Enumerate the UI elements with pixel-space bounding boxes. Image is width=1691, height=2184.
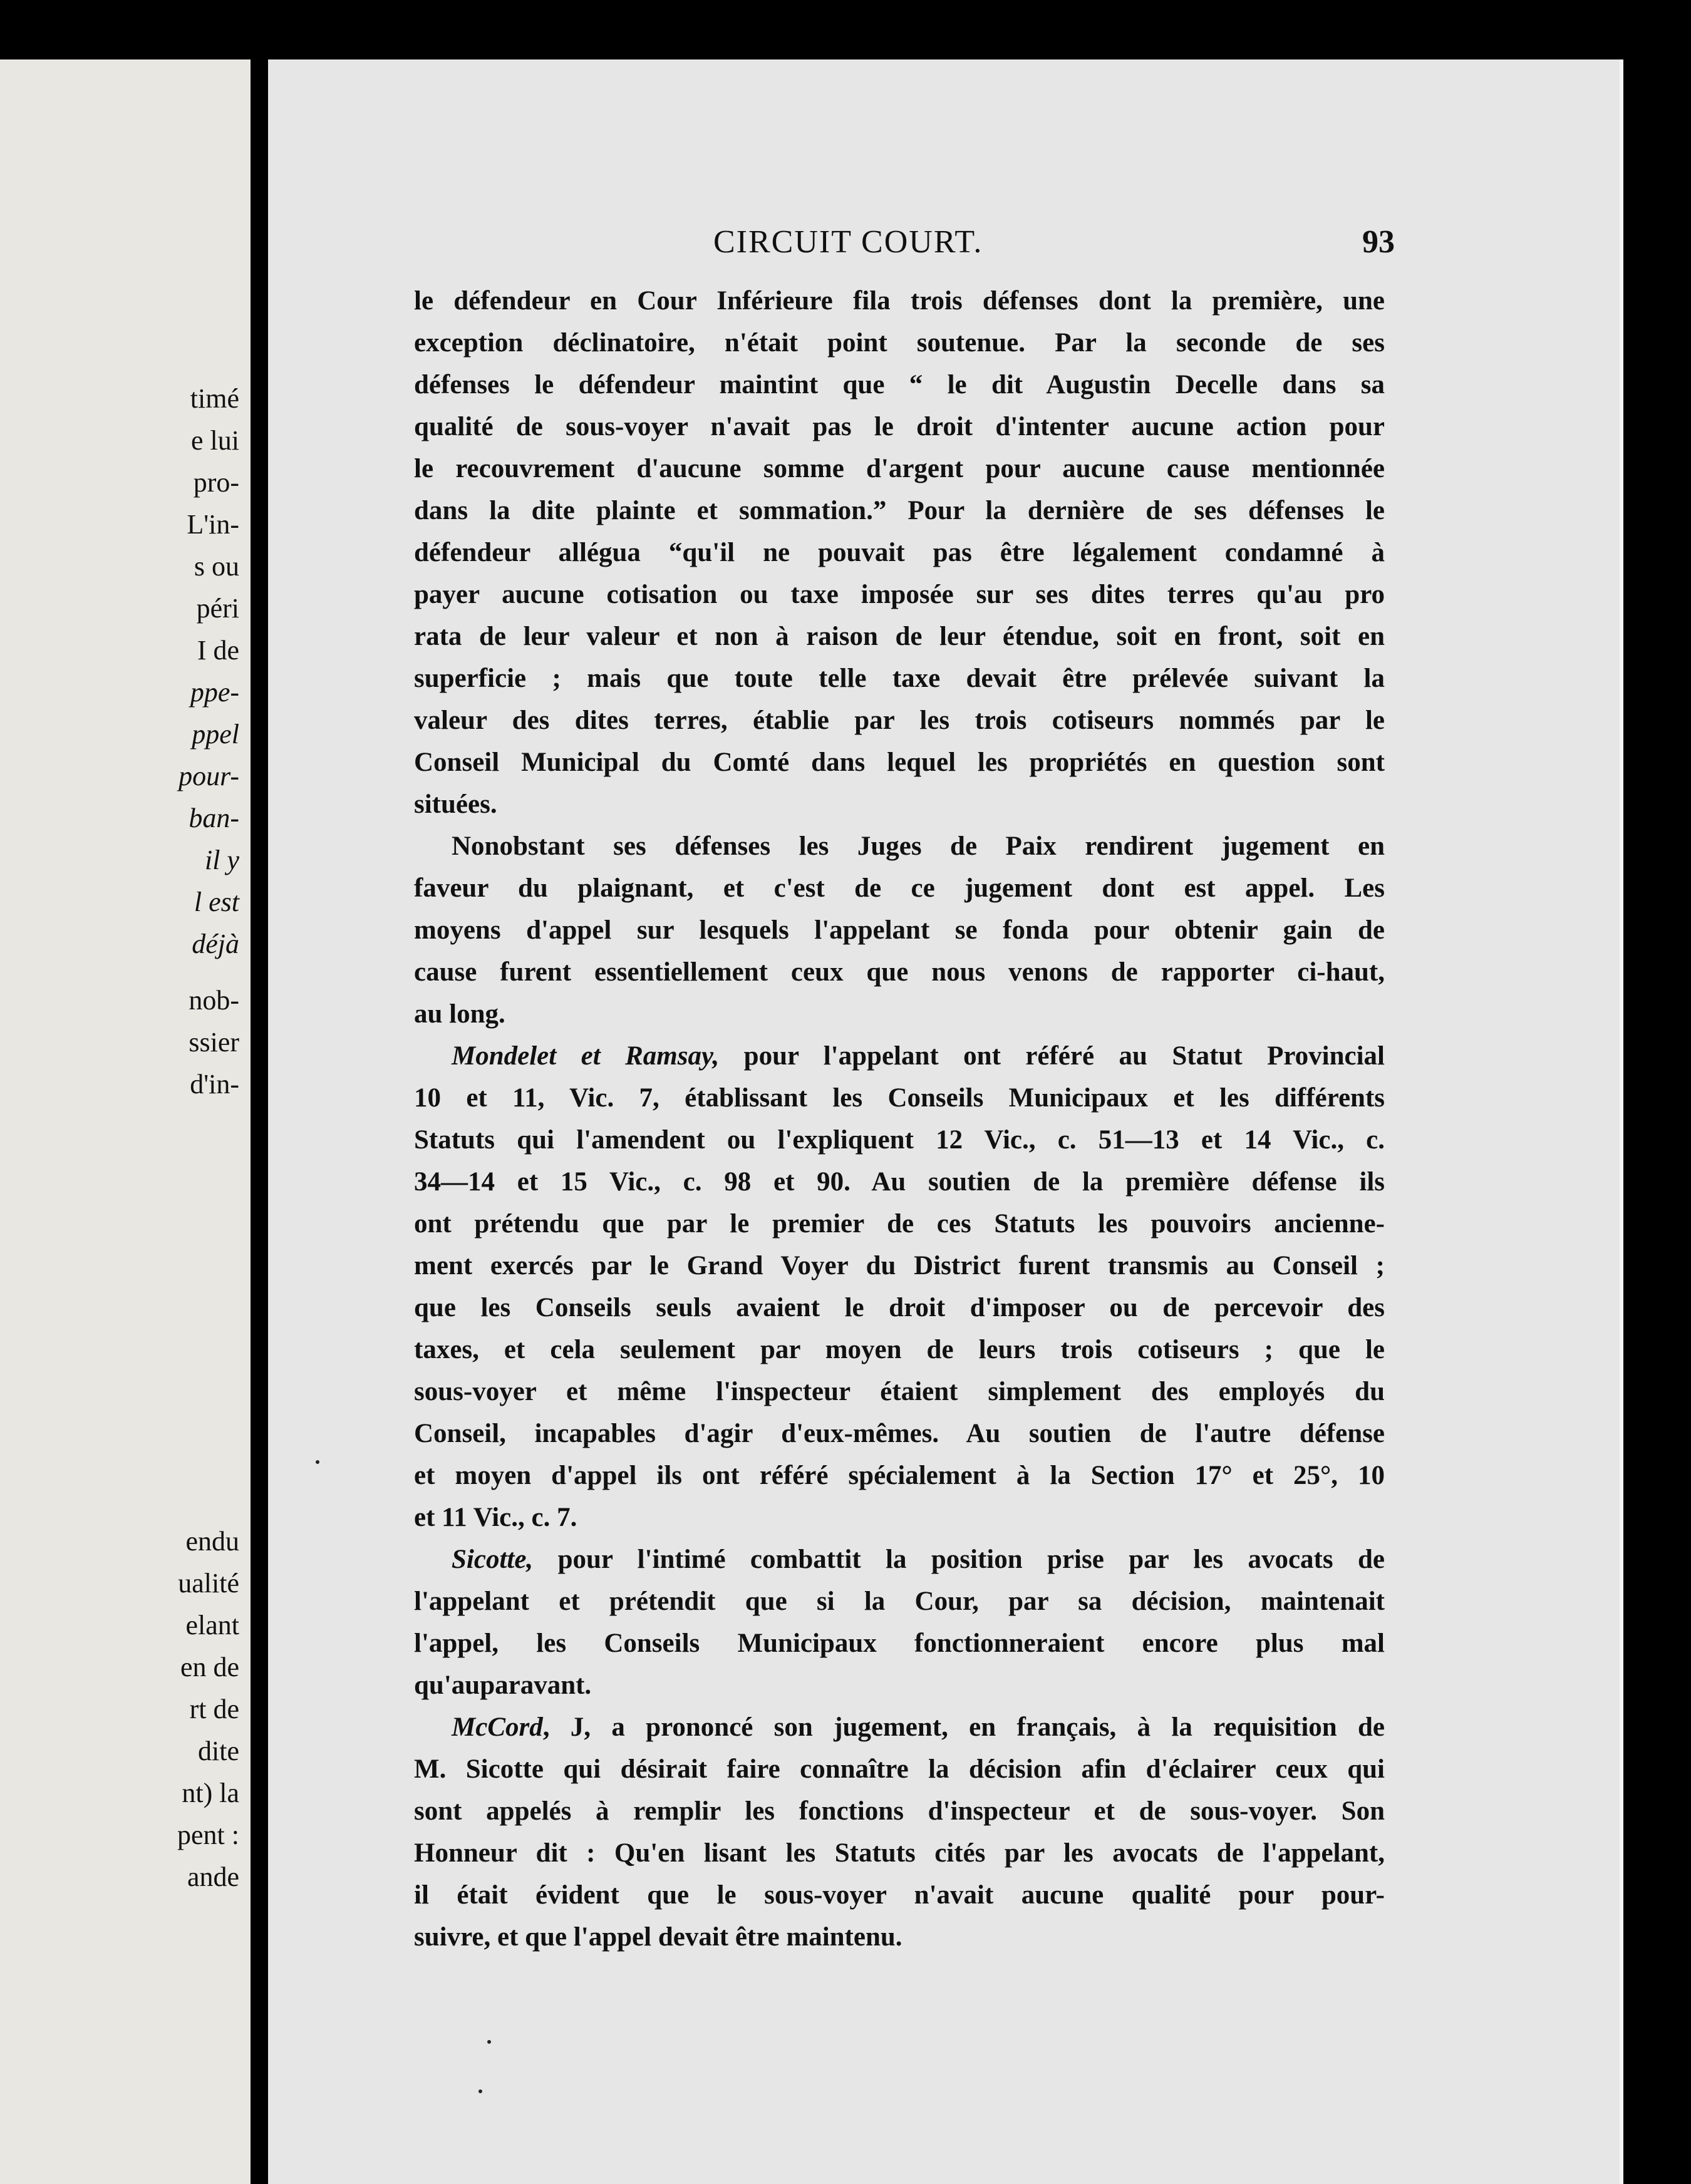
- text-line: situées.: [414, 790, 497, 819]
- text-line: Honneur dit : Qu'en lisant les Statuts cités par les avocats de l'appelant,: [414, 1838, 1385, 1868]
- text-line-with-name: [414, 1706, 1385, 1748]
- text-line: M. Sicotte qui désirait faire connaître la décision afin d'éclairer ceux qui: [414, 1754, 1385, 1784]
- text-line: le recouvrement d'aucune somme d'argent pour aucune cause mentionnée: [414, 454, 1385, 483]
- left-fragment: pro-: [193, 467, 239, 498]
- left-fragment: pour-: [178, 761, 239, 791]
- left-fragment: e lui: [191, 425, 239, 456]
- page-edge: [1620, 59, 1623, 2184]
- text-line: défendeur allégua “qu'il ne pouvait pas être légalement condamné à: [414, 538, 1385, 567]
- left-fragment: ban-: [189, 803, 239, 833]
- text-line-with-name: [414, 1035, 1385, 1077]
- text-line: et 11 Vic., c. 7.: [414, 1503, 577, 1532]
- left-fragment: ssier: [189, 1027, 239, 1058]
- text-line: que les Conseils seuls avaient le droit d'imposer ou de percevoir des: [414, 1293, 1385, 1322]
- left-fragment: elant: [185, 1610, 239, 1641]
- previous-page-fragment: [0, 59, 251, 2184]
- left-fragment: dite: [198, 1736, 239, 1766]
- text-line: Nonobstant ses défenses les Juges de Paix rendirent jugement en: [452, 832, 1385, 861]
- running-header: [268, 224, 1623, 261]
- text-line: ont prétendu que par le premier de ces Statuts les pouvoirs ancienne-: [414, 1209, 1385, 1239]
- left-fragment: rt de: [189, 1694, 239, 1724]
- judge-name: McCord: [452, 1713, 543, 1742]
- text-line: et moyen d'appel ils ont référé spécialement à la Section 17° et 25°, 10: [414, 1461, 1385, 1490]
- text-line: défenses le défendeur maintint que “ le dit Augustin Decelle dans sa: [414, 370, 1385, 399]
- left-fragment: l est: [194, 887, 239, 917]
- left-fragment: L'in-: [187, 509, 239, 540]
- text-line: l'appelant et prétendit que si la Cour, par sa décision, maintenait: [414, 1587, 1385, 1616]
- left-fragment: déjà: [192, 929, 239, 959]
- left-fragment: nt) la: [182, 1778, 239, 1808]
- left-fragment: en de: [180, 1652, 239, 1682]
- left-fragment: ppe-: [190, 677, 239, 708]
- ink-speck: [478, 2089, 482, 2093]
- left-fragment: il y: [205, 845, 239, 875]
- text-line: suivre, et que l'appel devait être maintenu.: [414, 1922, 902, 1952]
- left-fragment: d'in-: [190, 1069, 239, 1100]
- page-number: 93: [1362, 224, 1395, 260]
- left-fragment: ppel: [192, 719, 239, 749]
- text-line: Conseil, incapables d'agir d'eux-mêmes. Au soutien de l'autre défense: [414, 1419, 1385, 1448]
- text-line: payer aucune cotisation ou taxe imposée sur ses dites terres qu'au pro: [414, 580, 1385, 609]
- text-line: faveur du plaignant, et c'est de ce jugement dont est appel. Les: [414, 873, 1385, 903]
- left-fragment: péri: [196, 593, 239, 624]
- text-line: rata de leur valeur et non à raison de leur étendue, soit en front, soit en: [414, 622, 1385, 651]
- book-gutter: [251, 0, 268, 2184]
- text-line: qu'auparavant.: [414, 1671, 592, 1700]
- left-fragment: ande: [187, 1862, 239, 1892]
- text-line: sous-voyer et même l'inspecteur étaient simplement des employés du: [414, 1377, 1385, 1406]
- text-line: ment exercés par le Grand Voyer du District furent transmis au Conseil ;: [414, 1251, 1385, 1280]
- text-line: pour l'intimé combattit la position prise par les avocats de: [557, 1545, 1385, 1574]
- counsel-name: Sicotte,: [452, 1545, 534, 1574]
- counsel-name: Mondelet et Ramsay,: [452, 1041, 720, 1071]
- text-line: taxes, et cela seulement par moyen de leurs trois cotiseurs ; que le: [414, 1335, 1385, 1364]
- left-fragment: ualité: [178, 1568, 239, 1599]
- text-line: 10 et 11, Vic. 7, établissant les Conseils Municipaux et les différents: [414, 1083, 1385, 1113]
- text-line: il était évident que le sous-voyer n'avait aucune qualité pour pour-: [414, 1880, 1385, 1910]
- current-page: [268, 59, 1623, 2184]
- text-line: 34—14 et 15 Vic., c. 98 et 90. Au soutien de la première défense ils: [414, 1167, 1385, 1197]
- ink-speck: [487, 2040, 491, 2044]
- left-fragment: endu: [185, 1526, 239, 1557]
- text-line-with-name: [414, 1538, 1385, 1580]
- left-fragment: timé: [190, 383, 239, 414]
- text-line: cause furent essentiellement ceux que nous venons de rapporter ci-haut,: [414, 957, 1385, 987]
- left-fragment: I de: [197, 635, 239, 666]
- left-fragment: pent :: [177, 1820, 239, 1850]
- text-line: moyens d'appel sur lesquels l'appelant se fonda pour obtenir gain de: [414, 915, 1385, 945]
- text-line: dans la dite plainte et sommation.” Pour la dernière de ses défenses le: [414, 496, 1385, 525]
- text-line: superficie ; mais que toute telle taxe devait être prélevée suivant la: [414, 664, 1385, 693]
- body-text: [414, 280, 1385, 1958]
- left-fragment: s ou: [194, 551, 239, 582]
- text-line: valeur des dites terres, établie par les trois cotiseurs nommés par le: [414, 706, 1385, 735]
- ink-speck: [316, 1460, 319, 1464]
- left-fragment: nob-: [189, 985, 239, 1016]
- text-line: Conseil Municipal du Comté dans lequel les propriétés en question sont: [414, 748, 1385, 777]
- text-line: sont appelés à remplir les fonctions d'inspecteur et de sous-voyer. Son: [414, 1796, 1385, 1826]
- running-title: CIRCUIT COURT.: [713, 224, 983, 260]
- text-line: le défendeur en Cour Inférieure fila trois défenses dont la première, une: [414, 286, 1385, 316]
- text-line: pour l'appelant ont référé au Statut Provincial: [743, 1041, 1385, 1071]
- text-line: qualité de sous-voyer n'avait pas le droit d'intenter aucune action pour: [414, 412, 1385, 441]
- text-line: au long.: [414, 999, 505, 1029]
- text-line: exception déclinatoire, n'était point soutenue. Par la seconde de ses: [414, 328, 1385, 358]
- text-line: Statuts qui l'amendent ou l'expliquent 12 Vic., c. 51—13 et 14 Vic., c.: [414, 1125, 1385, 1155]
- text-line: , J, a prononcé son jugement, en français, à la requisition de: [542, 1713, 1385, 1742]
- text-line: l'appel, les Conseils Municipaux fonctionneraient encore plus mal: [414, 1629, 1385, 1658]
